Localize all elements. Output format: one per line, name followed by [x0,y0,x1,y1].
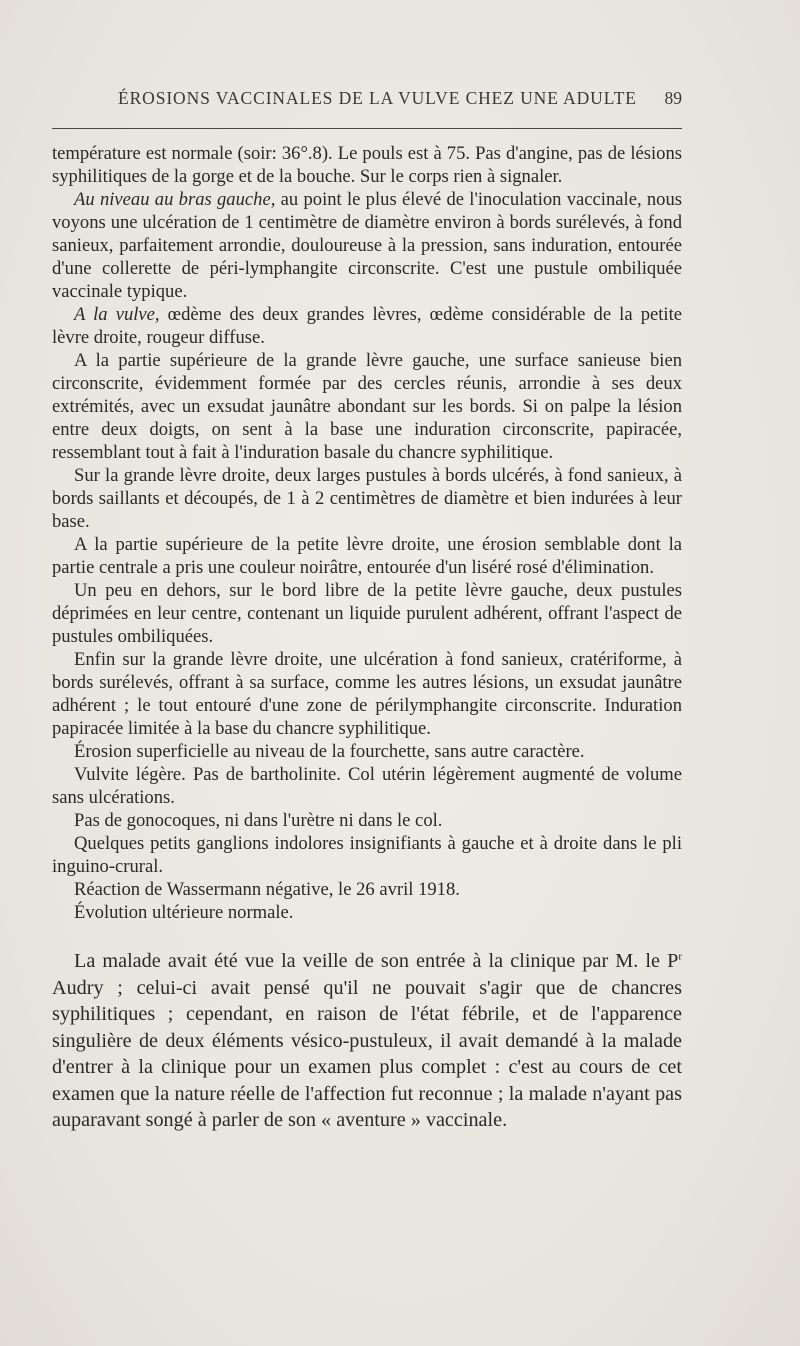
section-gap [52,924,682,948]
paragraph: A la partie supérieure de la petite lèvre droite, une érosion semblable dont la partie centrale a pris une couleur noirâtre, entourée d'un liséré rosé d'élimination. [52,534,682,578]
paragraph: Érosion superficielle au niveau de la fourchette, sans autre caractère. [74,741,585,762]
body-text [52,142,682,1134]
paragraph: Évolution ultérieure normale. [74,902,294,923]
paragraph: A la partie supérieure de la grande lèvre gauche, une surface sanieuse bien circonscrite, évidemment formée par des cercles réunis, arrondie à ses deux extrémités, avec un exsudat jaunâtre abondant sur les bords. Si on palpe la lésion entre deux doigts, on sent à la base une induration circonscrite, papiracée, ressemblant tout à fait à l'induration basale du chancre syphilitique. [52,350,682,463]
closing-paragraph: La malade avait été vue la veille de son entrée à la clinique par M. le $P^r$ Audry ; celui-ci avait pensé qu'il ne pouvait s'agir que de chancres syphilitiques ; cependant, en raison de l'état fébrile, et de l'apparence singulière de deux éléments vésico-pustuleux, il avait demandé à la malade d'entrer à la clinique pour un examen plus complet : c'est au cours de cet examen que la nature réelle de l'affection fut reconnue ; la malade n'ayant pas auparavant songé à parler de son « aventure » vaccinale. [52,950,682,1131]
paragraph: Quelques petits ganglions indolores insignifiants à gauche et à droite dans le pli inguino-crural. [52,833,682,877]
paragraph: Un peu en dehors, sur le bord libre de la petite lèvre gauche, deux pustules déprimées en leur centre, contenant un liquide purulent adhérent, offrant l'aspect de pustules ombiliquées. [52,580,682,647]
paragraph: A la vulve, œdème des deux grandes lèvres, œdème considérable de la petite lèvre droite, rougeur diffuse. [52,304,682,348]
paragraph: Vulvite légère. Pas de bartholinite. Col utérin légèrement augmenté de volume sans ulcérations. [52,764,682,808]
page-header [52,88,682,114]
paragraph: Sur la grande lèvre droite, deux larges pustules à bords ulcérés, à fond sanieux, à bords saillants et découpés, de 1 à 2 centimètres de diamètre et bien indurées à leur base. [52,465,682,532]
paragraph: Réaction de Wassermann négative, le 26 avril 1918. [74,879,460,900]
page-number: 89 [664,88,682,108]
paragraph: Pas de gonocoques, ni dans l'urètre ni dans le col. [74,810,443,831]
paragraph: Au niveau au bras gauche, au point le plus élevé de l'inoculation vaccinale, nous voyons une ulcération de 1 centimètre de diamètre environ à bords surélevés, à fond sanieux, parfaitement arrondie, douloureuse à la pression, sans induration, entourée d'une collerette de péri-lymphangite circonscrite. C'est une pustule ombiliquée vaccinale typique. [52,189,682,302]
paragraph: température est normale (soir: 36°.8). Le pouls est à 75. Pas d'angine, pas de lésions syphilitiques de la gorge et de la bouche. Sur le corps rien à signaler. [52,143,682,187]
paragraph: Enfin sur la grande lèvre droite, une ulcération à fond sanieux, cratériforme, à bords surélevés, offrant à sa surface, comme les autres lésions, un exsudat jaunâtre adhérent ; le tout entouré d'une zone de périlymphangite circonscrite. Induration papiracée limitée à la base du chancre syphilitique. [52,649,682,739]
running-title: ÉROSIONS VACCINALES DE LA VULVE CHEZ UNE ADULTE [118,88,637,108]
header-rule [52,128,682,129]
